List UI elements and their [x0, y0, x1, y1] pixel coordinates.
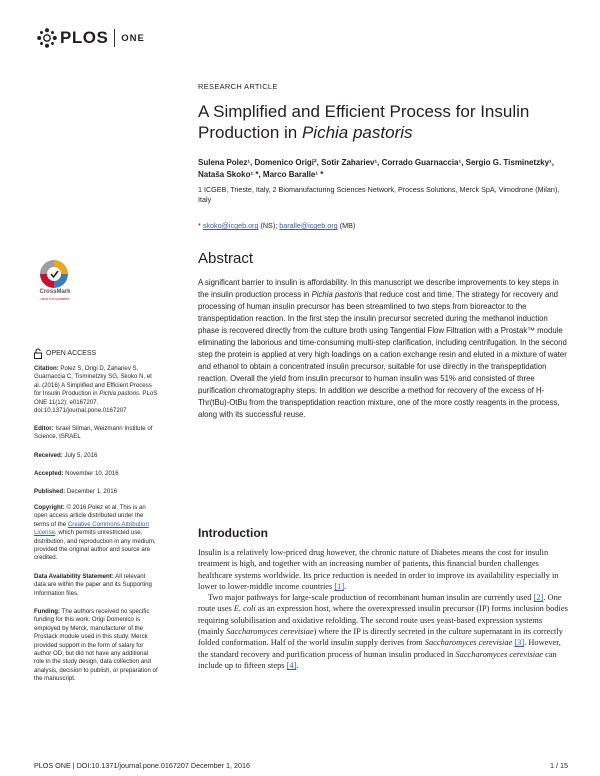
- citation-text: Polez S, Origi D, Zahariev S, Guarnaccia C, Tisminetzky SG, Skoko N, et al. (2016) A Simplified and Efficient Process for Insulin Production in: [34, 365, 152, 398]
- crossmark-label: CrossMark: [39, 289, 71, 295]
- article-type: RESEARCH ARTICLE: [198, 82, 278, 91]
- introduction-heading: Introduction: [198, 526, 268, 540]
- data-availability: [34, 573, 158, 598]
- plos-one-logo[interactable]: [36, 26, 145, 50]
- journal-name: ONE: [121, 32, 145, 44]
- abstract-text-2: that reduce cost and time. The strategy for recovery and processing of human insulin precursor has been streamlined to two steps from bioreactor to the transpeptidation reaction. In the first step the insulin precursor secreted during the methanol induction phase is recovered directly from the culture broth using Tangential Flow Filtration with a Prostak™ module eliminating the laborious and time-consuming multi-step clarification, including centrifugation. In the second step the protein is applied at very high loadings on a cation exchange resin and eluted in a mixture of water and ethanol to obtain a concentrated insulin precursor, suitable for use directly in the transpeptidation reaction. Overall the yield from insulin precursor to human insulin was 51% and consisted of three purification chromatography steps. In addition we describe a method for recovery of the excess of H-Thr(tBu)-OtBu from the transpeptidation reaction mixture, one of the more costly reagents in the process, along with its successful reuse.: [198, 290, 567, 419]
- intro-sacc-2: Saccharomyces cerevisiae: [424, 638, 513, 648]
- copyright-text: © 2016 Polez et al. This is an open access article distributed under the terms of the: [34, 504, 146, 528]
- intro-text-2c: as an expression host, where the overexpressed insulin precursor (IP) forms inclusion bodies requiring solubilisation and oxidative refolding. The second route uses yeast-based expression systems (mainly: [198, 604, 568, 637]
- received-label: Received:: [34, 452, 63, 459]
- accepted: [34, 470, 158, 478]
- editor-label: Editor:: [34, 425, 54, 432]
- intro-paragraph-2: Two major pathways for large-scale production of recombinant human insulin are currently used [2]. One route uses E. coli as an expression host, where the overexpressed insulin precursor (IP) forms inclusion bodies requiring solubilisation and oxidative refolding. The second route uses yeast-based expression systems (mainly Saccharomyces cerevisiae) where the IP is directly secreted in the culture supernatant in its correctly folded conformation. Half of the world insulin supply derives from Saccharomyces cerevisiae [3]. However, the standard recovery and purification process of human insulin produced in Saccharomyces cerevisiae can include up to fifteen steps [4].: [198, 593, 568, 670]
- funding-text: The authors received no specific funding for this work. Origi Domenico is employed by Merck, manufacturer of the Prostack module used in this study. Merck provided support in the form of salary for author OD, but did not have any additional role in the study design, data collection and analysis, decision to publish, or preparation of the manuscript.: [34, 608, 158, 683]
- intro-text-2b: . One route uses: [198, 593, 562, 614]
- abstract-organism: Pichia pastoris: [311, 290, 363, 299]
- intro-text-2f: can include up to fifteen steps: [198, 649, 557, 670]
- ref-link-3[interactable]: [3]: [514, 638, 525, 648]
- footer-citation: PLOS ONE | DOI:10.1371/journal.pone.0167207 December 1, 2016: [34, 761, 251, 770]
- funding: [34, 608, 158, 684]
- open-access: [34, 348, 96, 359]
- intro-sacc-3: Saccharomyces cerevisiae: [455, 649, 543, 659]
- intro-paragraph-1: Insulin is a relatively low-priced drug however, the chronic nature of Diabetes means the cost for insulin treatment is high, and together with an increasing number of patients, this financial burden challenges healthcare systems worldwide. Its price reduction is needed in order to improve its availability especially in lower to lower-middle income countries [1].: [198, 548, 559, 591]
- published-text: December 1, 2016: [66, 488, 117, 495]
- title-organism: Pichia pastoris: [301, 123, 413, 142]
- plos-brand: PLOS: [60, 28, 109, 47]
- funding-label: Funding:: [34, 608, 61, 615]
- open-lock-icon: [34, 348, 42, 359]
- logo-divider: [114, 29, 115, 47]
- citation-organism: Pichia pastoris: [99, 390, 140, 398]
- corr-tag-ns: (NS);: [260, 221, 278, 230]
- ref-link-4[interactable]: [4]: [286, 660, 297, 670]
- published-label: Published:: [34, 488, 66, 495]
- editor: [34, 425, 158, 442]
- data-availability-text: All relevant data are within the paper and its Supporting Information files.: [34, 573, 152, 597]
- corr-tag-mb: (MB): [339, 221, 356, 230]
- introduction-body: [198, 547, 568, 671]
- correspondence: [198, 221, 568, 230]
- intro-ecoli: E. coli: [233, 604, 256, 614]
- accepted-label: Accepted:: [34, 470, 64, 477]
- intro-sacc-1: Saccharomyces cerevisiae: [226, 627, 314, 637]
- data-availability-label: Data Availability Statement:: [34, 573, 114, 580]
- citation-tail: . PLoS ONE 11(12): e0167207. doi:10.1371/journal.pone.0167207: [34, 390, 158, 415]
- email-link-skoko[interactable]: skoko@icgeb.org: [202, 221, 259, 230]
- cc-license-link[interactable]: Creative Commons Attribution License: [34, 520, 149, 537]
- crossmark-icon: [34, 258, 74, 290]
- copyright-label: Copyright:: [34, 504, 65, 511]
- article-title: [198, 101, 568, 143]
- abstract-body: [198, 277, 568, 421]
- plos-flower-icon: [36, 27, 58, 49]
- crossmark-sub: click for updates: [40, 296, 70, 301]
- open-access-label: OPEN ACCESS: [46, 350, 97, 357]
- intro-text-2a: Two major pathways for large-scale production of recombinant human insulin are currently used: [208, 593, 534, 603]
- copyright: [34, 504, 158, 563]
- received-text: July 5, 2016: [64, 452, 98, 459]
- citation: [34, 365, 158, 415]
- title-main: A Simplified and Efficient Process for Insulin Production in: [198, 102, 530, 142]
- intro-text-2e: . However, the standard recovery and purification process of human insulin produced in: [198, 638, 561, 659]
- copyright-text-2: , which permits unrestricted use, distribution, and reproduction in any medium, provided the original author and source are credited.: [34, 529, 156, 562]
- intro-text-2d: ) where the IP is directly secreted in the culture supernatant in its correctly folded conformation. Half of the world insulin supply derives from: [198, 627, 563, 648]
- citation-label: Citation:: [34, 365, 59, 372]
- affiliations: 1 ICGEB, Trieste, Italy, 2 Biomanufacturing Sciences Network, Process Solutions, Merck SpA, Vimodrone (Milan), Italy: [198, 185, 560, 204]
- page-footer: [34, 761, 568, 770]
- ref-link-1[interactable]: [1]: [334, 581, 345, 591]
- ref-link-2[interactable]: [2]: [533, 593, 544, 603]
- abstract-text-1: A significant barrier to insulin is affordability. In this manuscript we describe improvements to key steps in the insulin production process in: [198, 278, 559, 299]
- email-link-baralle[interactable]: baralle@icgeb.org: [279, 221, 338, 230]
- corr-marker: *: [198, 221, 201, 230]
- received: [34, 452, 158, 460]
- accepted-text: November 10, 2016: [65, 470, 119, 477]
- intro-text-1: Insulin is a relatively low-priced drug however, the chronic nature of Diabetes means the cost for insulin treatment is high, and together with an increasing number of patients, this financial burden challenges healthcare systems worldwide. Its price reduction is needed in order to improve its availability especially in lower to lower-middle income countries: [198, 548, 559, 591]
- author-list: Sulena Polez¹, Domenico Origi², Sotir Zahariev¹, Corrado Guarnaccia¹, Sergio G. Tisminetzky¹, Nataša Skoko¹ *, Marco Baralle¹ *: [198, 158, 554, 179]
- page-number: 1 / 15: [550, 761, 568, 770]
- published: [34, 488, 158, 496]
- abstract-heading: Abstract: [198, 250, 254, 267]
- editor-text: Israel Silman, Weizmann Institute of Science, ISRAEL: [34, 425, 153, 441]
